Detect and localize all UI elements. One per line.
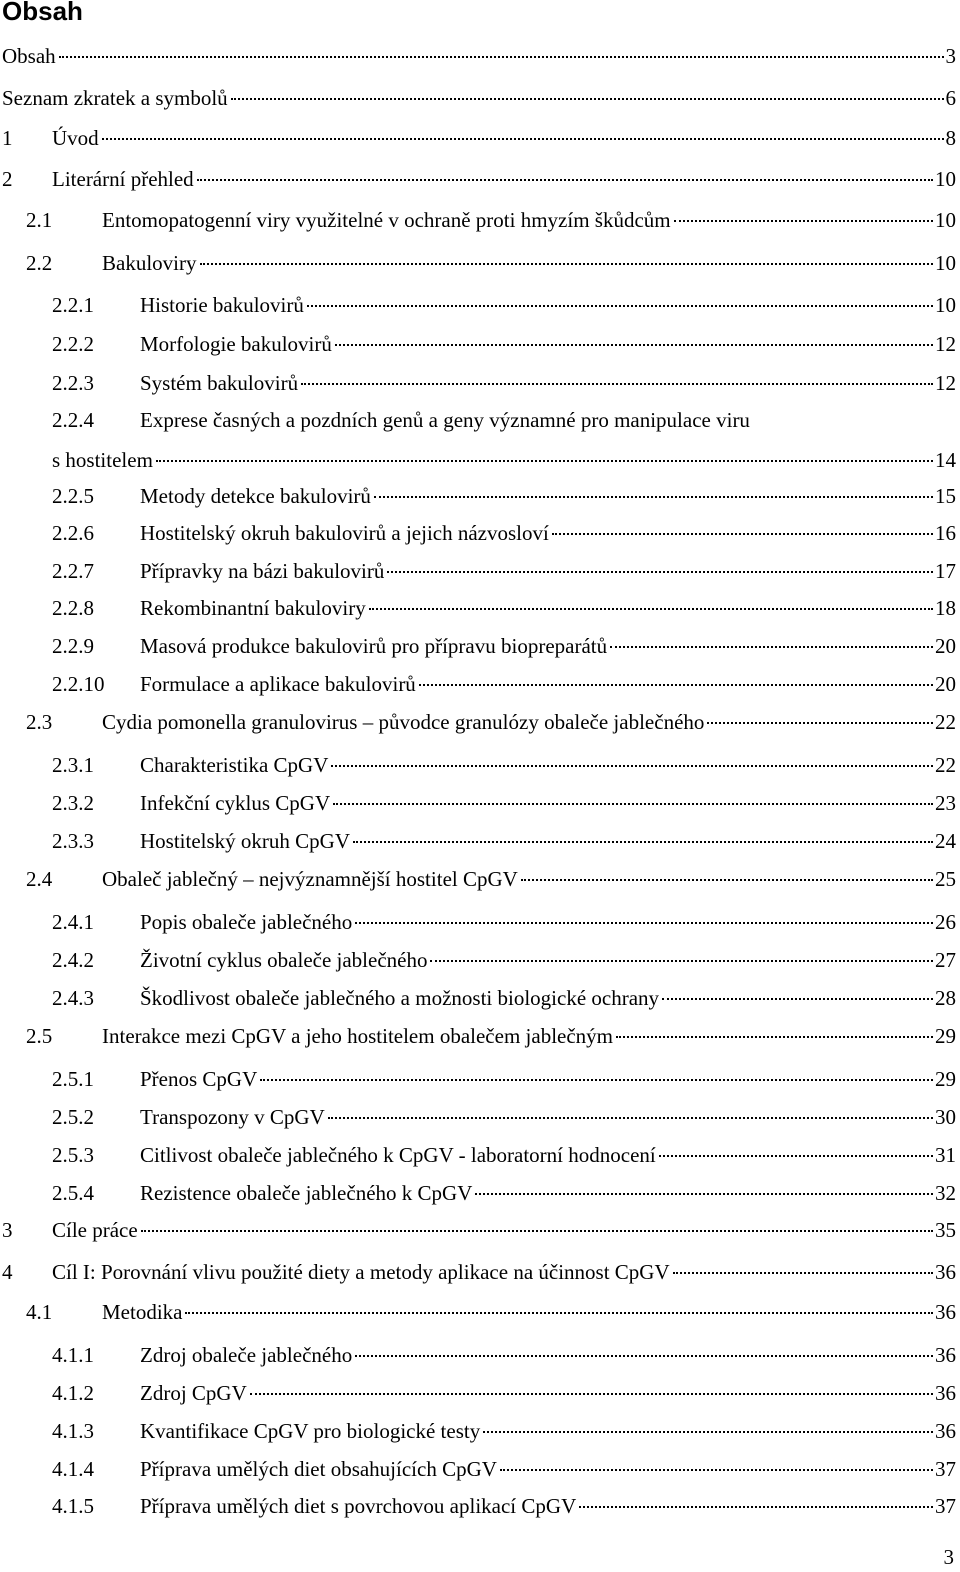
toc-entry[interactable]	[52, 1103, 956, 1131]
toc-entry-number: 2.5	[26, 1024, 53, 1048]
toc-entry-title: Metody detekce bakulovirů	[140, 484, 371, 508]
toc-entry-number: 4.1.5	[52, 1494, 94, 1518]
toc-entry-page: 10	[935, 208, 956, 232]
toc-entry-title: Formulace a aplikace bakulovirů	[140, 672, 416, 696]
toc-entry[interactable]	[2, 1216, 956, 1244]
toc-entry-number: 2.4	[26, 867, 53, 891]
toc-entry-title: Charakteristika CpGV	[140, 753, 329, 777]
toc-entry-page: 24	[935, 829, 956, 853]
toc-entry-number: 4.1	[26, 1300, 53, 1324]
toc-entry-title: Bakuloviry	[102, 251, 197, 275]
toc-entry-title: Rezistence obaleče jablečného k CpGV	[140, 1181, 473, 1205]
toc-entry-title: Seznam zkratek a symbolů	[2, 86, 228, 110]
toc-entry-number: 2.5.1	[52, 1067, 94, 1091]
toc-entry-page: 6	[945, 86, 956, 110]
toc-entry-title: Úvod	[52, 126, 99, 150]
toc-entry-title: Přípravky na bázi bakulovirů	[140, 559, 385, 583]
toc-entry-number: 2	[2, 167, 13, 191]
toc-entry-page: 36	[935, 1343, 956, 1367]
toc-entry-page: 36	[935, 1300, 956, 1324]
toc-entry[interactable]	[26, 206, 956, 234]
dot-leader	[59, 56, 944, 58]
toc-entry[interactable]	[52, 557, 956, 585]
dot-leader	[200, 263, 934, 265]
toc-entry-title: Hostitelský okruh bakulovirů a jejich názvosloví	[140, 521, 549, 545]
toc-entry-page: 3	[945, 44, 956, 68]
toc-entry[interactable]	[52, 1379, 956, 1407]
toc-entry-title: Interakce mezi CpGV a jeho hostitelem obalečem jablečným	[102, 1024, 614, 1048]
toc-entry-number: 2.2.9	[52, 634, 94, 658]
toc-entry-number: 4.1.4	[52, 1457, 94, 1481]
toc-entry-title: Exprese časných a pozdních genů a geny významné pro manipulace viru	[140, 408, 750, 432]
toc-entry-title: Metodika	[102, 1300, 183, 1324]
toc-entry[interactable]	[2, 1258, 956, 1286]
toc-entry-page: 36	[935, 1381, 956, 1405]
dot-leader	[674, 220, 933, 222]
toc-entry-title: Kvantifikace CpGV pro biologické testy	[140, 1419, 481, 1443]
toc-entry-page: 10	[935, 293, 956, 317]
dot-leader	[231, 98, 944, 100]
toc-entry-page: 26	[935, 910, 956, 934]
dot-leader	[521, 879, 933, 881]
dot-leader	[185, 1312, 933, 1314]
toc-entry-title: Citlivost obaleče jablečného k CpGV - laboratorní hodnocení	[140, 1143, 656, 1167]
dot-leader	[335, 344, 933, 346]
toc-entry-page: 23	[935, 791, 956, 815]
toc-entry-number: 2.4.1	[52, 910, 94, 934]
dot-leader	[475, 1193, 933, 1195]
toc-entry-number: 2.5.4	[52, 1181, 94, 1205]
dot-leader	[659, 1155, 933, 1157]
toc-entry[interactable]	[52, 594, 956, 622]
toc-entry[interactable]	[52, 632, 956, 660]
dot-leader	[579, 1506, 933, 1508]
toc-entry[interactable]	[52, 330, 956, 358]
toc-entry-title: Masová produkce bakulovirů pro přípravu biopreparátů	[140, 634, 608, 658]
toc-entry-number: 4.1.1	[52, 1343, 94, 1367]
toc-entry[interactable]	[52, 984, 956, 1012]
toc-entry-title: Cíl I: Porovnání vlivu použité diety a metody aplikace na účinnost CpGV	[52, 1260, 670, 1284]
toc-entry-page: 27	[935, 948, 956, 972]
toc-entry-title: Popis obaleče jablečného	[140, 910, 353, 934]
dot-leader	[662, 998, 933, 1000]
toc-entry-number: 2.1	[26, 208, 53, 232]
toc-entry-title: Transpozony v CpGV	[140, 1105, 325, 1129]
toc-entry-number: 2.4.2	[52, 948, 94, 972]
toc-entry-number: 2.2	[26, 251, 53, 275]
dot-leader	[250, 1393, 933, 1395]
dot-leader	[419, 684, 933, 686]
toc-entry[interactable]	[52, 670, 956, 698]
toc-entry[interactable]	[2, 124, 956, 152]
toc-entry[interactable]	[26, 865, 956, 893]
dot-leader	[197, 179, 933, 181]
toc-entry[interactable]	[2, 165, 956, 193]
dot-leader	[333, 803, 933, 805]
toc-entry-page: 36	[935, 1419, 956, 1443]
toc-entry-page: 10	[935, 167, 956, 191]
toc-entry-title: Přenos CpGV	[140, 1067, 258, 1091]
toc-entry[interactable]	[52, 946, 956, 974]
toc-entry-number: 2.2.4	[52, 408, 94, 432]
toc-entry-page: 12	[935, 371, 956, 395]
toc-entry[interactable]	[52, 519, 956, 547]
toc-heading: Obsah	[2, 0, 83, 26]
dot-leader	[307, 305, 933, 307]
toc-entry-title: Hostitelský okruh CpGV	[140, 829, 350, 853]
dot-leader	[369, 608, 933, 610]
dot-leader	[500, 1469, 933, 1471]
toc-entry[interactable]	[52, 1492, 956, 1520]
toc-entry-page: 36	[935, 1260, 956, 1284]
toc-entry-page: 22	[935, 753, 956, 777]
toc-entry-page: 28	[935, 986, 956, 1010]
dot-leader	[707, 722, 933, 724]
toc-entry[interactable]	[26, 1022, 956, 1050]
dot-leader	[331, 765, 933, 767]
toc-entry[interactable]	[26, 249, 956, 277]
toc-entry-title: Příprava umělých diet obsahujících CpGV	[140, 1457, 497, 1481]
toc-entry[interactable]	[52, 291, 956, 319]
toc-entry-number: 4	[2, 1260, 13, 1284]
toc-entry-number: 2.4.3	[52, 986, 94, 1010]
toc-entry-title: Cydia pomonella granulovirus – původce granulózy obaleče jablečného	[102, 710, 705, 734]
toc-entry-title: Morfologie bakulovirů	[140, 332, 332, 356]
toc-entry[interactable]	[52, 1455, 956, 1483]
toc-entry-title: Zdroj CpGV	[140, 1381, 247, 1405]
dot-leader	[355, 1355, 933, 1357]
toc-entry-page: 32	[935, 1181, 956, 1205]
toc-entry-title: Rekombinantní bakuloviry	[140, 596, 366, 620]
dot-leader	[483, 1431, 933, 1433]
toc-entry[interactable]	[52, 751, 956, 779]
toc-entry-number: 4.1.2	[52, 1381, 94, 1405]
dot-leader	[387, 571, 933, 573]
dot-leader	[141, 1230, 933, 1232]
dot-leader	[260, 1079, 933, 1081]
toc-entry-number: 2.3.1	[52, 753, 94, 777]
toc-entry-title: Obsah	[2, 44, 56, 68]
toc-entry-number: 2.2.6	[52, 521, 94, 545]
toc-entry-number: 2.2.3	[52, 371, 94, 395]
toc-entry-number: 2.2.8	[52, 596, 94, 620]
toc-entry-number: 2.2.2	[52, 332, 94, 356]
dot-leader	[552, 533, 933, 535]
toc-entry-title: Entomopatogenní viry využitelné v ochraně proti hmyzím škůdcům	[102, 208, 671, 232]
toc-entry-number: 2.5.3	[52, 1143, 94, 1167]
toc-entry-page: 8	[945, 126, 956, 150]
dot-leader	[328, 1117, 933, 1119]
toc-entry-number: 2.2.10	[52, 672, 105, 696]
toc-entry[interactable]	[52, 908, 956, 936]
toc-entry-title: Literární přehled	[52, 167, 194, 191]
toc-entry-title: Historie bakulovirů	[140, 293, 304, 317]
toc-entry-page: 29	[935, 1067, 956, 1091]
toc-entry-title-continued: s hostitelem	[52, 448, 153, 472]
toc-entry-first-line[interactable]	[52, 406, 750, 434]
toc-entry-page: 14	[935, 448, 956, 472]
dot-leader	[616, 1036, 933, 1038]
toc-entry-page: 16	[935, 521, 956, 545]
toc-entry[interactable]	[52, 789, 956, 817]
dot-leader	[156, 460, 933, 462]
toc-entry[interactable]	[26, 1298, 956, 1326]
dot-leader	[102, 138, 944, 140]
toc-entry[interactable]	[2, 42, 956, 70]
toc-entry-number: 2.2.7	[52, 559, 94, 583]
toc-entry-title: Zdroj obaleče jablečného	[140, 1343, 353, 1367]
toc-entry-title: Obaleč jablečný – nejvýznamnější hostitel CpGV	[102, 867, 518, 891]
toc-entry-title: Životní cyklus obaleče jablečného	[140, 948, 428, 972]
toc-entry-page: 15	[935, 484, 956, 508]
toc-entry-page: 10	[935, 251, 956, 275]
page-number: 3	[943, 1545, 954, 1569]
toc-entry-number: 3	[2, 1218, 13, 1242]
toc-entry[interactable]	[52, 482, 956, 510]
toc-entry-number: 2.2.1	[52, 293, 94, 317]
toc-entry-page: 12	[935, 332, 956, 356]
toc-entry-page: 30	[935, 1105, 956, 1129]
dot-leader	[673, 1272, 933, 1274]
toc-entry[interactable]	[52, 446, 956, 474]
toc-entry-title: Infekční cyklus CpGV	[140, 791, 331, 815]
dot-leader	[355, 922, 933, 924]
toc-entry-page: 29	[935, 1024, 956, 1048]
toc-entry-page: 37	[935, 1457, 956, 1481]
dot-leader	[301, 383, 933, 385]
dot-leader	[610, 646, 933, 648]
toc-entry-title: Systém bakulovirů	[140, 371, 299, 395]
toc-entry-page: 17	[935, 559, 956, 583]
toc-entry-number: 2.5.2	[52, 1105, 94, 1129]
toc-entry-page: 18	[935, 596, 956, 620]
toc-entry-page: 37	[935, 1494, 956, 1518]
dot-leader	[353, 841, 933, 843]
toc-entry[interactable]	[52, 827, 956, 855]
toc-entry-page: 20	[935, 634, 956, 658]
toc-entry-number: 2.3.2	[52, 791, 94, 815]
toc-entry-page: 25	[935, 867, 956, 891]
toc-entry-title: Příprava umělých diet s povrchovou aplikací CpGV	[140, 1494, 577, 1518]
toc-entry-number: 2.3	[26, 710, 53, 734]
toc-entry-number: 1	[2, 126, 13, 150]
toc-entry-title: Cíle práce	[52, 1218, 138, 1242]
toc-entry[interactable]	[26, 708, 956, 736]
toc-entry-number: 2.2.5	[52, 484, 94, 508]
toc-entry-page: 31	[935, 1143, 956, 1167]
toc-entry[interactable]	[52, 369, 956, 397]
toc-entry-number: 4.1.3	[52, 1419, 94, 1443]
toc-entry-page: 35	[935, 1218, 956, 1242]
toc-entry[interactable]	[52, 1065, 956, 1093]
toc-entry[interactable]	[52, 1417, 956, 1445]
toc-entry[interactable]	[52, 1141, 956, 1169]
toc-entry[interactable]	[52, 1179, 956, 1207]
toc-entry-number: 2.3.3	[52, 829, 94, 853]
toc-entry[interactable]	[52, 1341, 956, 1369]
toc-entry-page: 22	[935, 710, 956, 734]
toc-entry[interactable]	[2, 84, 956, 112]
dot-leader	[430, 960, 933, 962]
toc-entry-title: Škodlivost obaleče jablečného a možnosti biologické ochrany	[140, 986, 660, 1010]
dot-leader	[374, 496, 933, 498]
toc-entry-page: 20	[935, 672, 956, 696]
